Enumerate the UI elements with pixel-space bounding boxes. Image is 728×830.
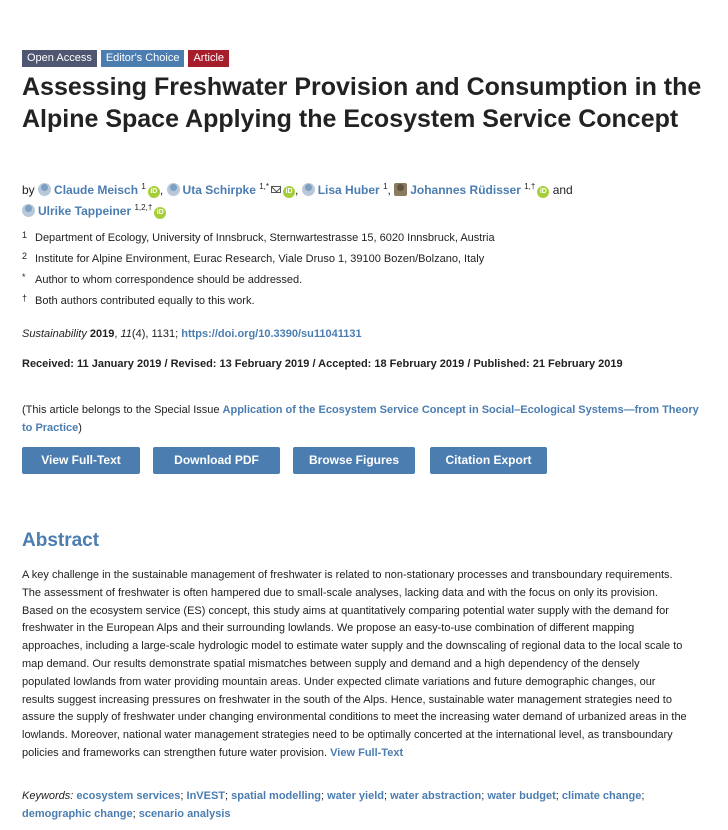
affiliation-item [22,291,495,312]
author-affiliation-mark: 1,* [259,182,270,191]
author-affiliation-mark: 1,2,† [134,203,153,212]
keywords: Keywords: ecosystem services; InVEST; spatial modelling; water yield; water abstraction; water budget; climate change; demographic change; scenario analysis [22,790,645,820]
affiliation-mark: * [22,272,26,282]
keyword-link[interactable]: climate change [561,790,642,802]
author-link[interactable]: Ulrike Tappeiner [38,204,132,218]
citation-export-button[interactable]: Citation Export [430,447,547,474]
author-avatar-icon [167,183,180,196]
author-link[interactable]: Claude Meisch [54,183,139,197]
abstract-full-text-link[interactable]: View Full-Text [330,746,404,759]
orcid-icon[interactable]: iD [283,186,295,198]
affiliation-item [22,270,495,291]
special-issue-link[interactable]: Application of the Ecosystem Service Concept in Social–Ecological Systems—from Theory to Practice [22,404,699,434]
open-access-badge[interactable]: Open Access [22,50,97,67]
email-icon[interactable] [271,186,281,193]
article-type-badge: Article [188,50,229,67]
abstract-heading: Abstract [22,530,100,551]
keywords-label: Keywords: [22,790,74,802]
view-full-text-button[interactable]: View Full-Text [22,447,140,474]
browse-figures-button[interactable]: Browse Figures [293,447,415,474]
keyword-link[interactable]: spatial modelling [231,790,322,802]
author-affiliation-mark: 1 [141,182,146,191]
keyword-link[interactable]: water yield [327,790,384,802]
author-photo-icon [394,183,407,196]
author-link[interactable]: Uta Schirpke [182,183,256,197]
abstract-text: A key challenge in the sustainable management of freshwater is related to non-stationary processes and transboundary requirements. The assessment of freshwater is often hampered due to small-scale analyses, lacking data and with the focus on only its provision. Based on the ecosystem service (ES) concept, this study aims at quantitatively comparing potential water supply with the demand for freshwater in the European Alps and their surrounding lowlands. We propose an easy-to-use combination of different mapping approaches, including a large-scale hydrologic model to estimate water supply and the downscaling of regional data to the local scale to map demand. Our results demonstrate spatial mismatches between supply and demand and a high dependency of the densely populated lowlands from water providing mountain areas. Under expected climate variations and future demographic changes, our results suggest increasing pressures on freshwater in the south of the Alps. Hence, sustainable water management strategies need to assure the supply of freshwater under changing environmental conditions to meet the increasing water demand of urbanized areas in the lowlands. Moreover, national water management strategies need to be optimally concerted at the international level, as transboundary policies and frameworks can strengthen future water provision. [22,569,687,759]
abstract-body [22,567,690,763]
orcid-icon[interactable]: iD [154,207,166,219]
by-label: by [22,183,35,197]
keyword-link[interactable]: ecosystem services [76,790,181,802]
affiliation-mark: 1 [22,230,28,240]
keyword-link[interactable]: water budget [487,790,556,802]
author-list: by Claude Meisch $^1$iD , Uta Schirpke $^{1,*}$iD , Lisa Huber $^1$, Johannes Rüdisser $^{1,\dagger}$iD and Ulrike Tappeiner $^{1,2,\dagger}$iD [22,182,573,218]
orcid-icon[interactable]: iD [537,186,549,198]
badges [22,50,229,67]
editors-choice-badge[interactable]: Editor's Choice [101,50,185,67]
citation-line: Sustainability 2019, 11(4), 1131; https://doi.org/10.3390/su11041131 [22,328,362,340]
author-affiliation-mark: 1 [383,182,388,191]
orcid-icon[interactable]: iD [148,186,160,198]
keyword-link[interactable]: demographic change [22,808,133,820]
author-avatar-icon [38,183,51,196]
keyword-link[interactable]: scenario analysis [138,808,231,820]
download-pdf-button[interactable]: Download PDF [153,447,280,474]
affiliation-text: Department of Ecology, University of Innsbruck, Sternwartestrasse 15, 6020 Innsbruck, Austria [35,232,495,244]
and-label: and [552,183,573,197]
journal-name: Sustainability [22,328,87,340]
publication-dates: Received: 11 January 2019 / Revised: 13 February 2019 / Accepted: 18 February 2019 / Published: 21 February 2019 [22,358,623,370]
special-issue-prefix: (This article belongs to the Special Issue [22,404,223,416]
affiliation-item [22,228,495,249]
article-title: Assessing Freshwater Provision and Consumption in the Alpine Space Applying the Ecosystem Service Concept [22,73,702,133]
affiliation-mark: † [22,293,28,303]
citation-issue-pages: (4), 1131; [131,328,182,340]
doi-link[interactable]: https://doi.org/10.3390/su11041131 [181,328,362,340]
affiliation-text: Institute for Alpine Environment, Eurac Research, Viale Druso 1, 39100 Bozen/Bolzano, Italy [35,253,485,265]
affiliation-mark: 2 [22,251,28,261]
keyword-link[interactable]: water abstraction [390,790,482,802]
author-avatar-icon [22,204,35,217]
author-link[interactable]: Lisa Huber [317,183,380,197]
special-issue-suffix: ) [78,422,82,434]
citation-year: 2019 [89,328,115,340]
special-issue-note [22,401,702,437]
affiliation-item [22,249,495,270]
author-affiliation-mark: 1,† [524,182,536,191]
affiliation-text: Both authors contributed equally to this work. [35,295,255,307]
author-link[interactable]: Johannes Rüdisser [410,183,521,197]
keyword-link[interactable]: InVEST [186,790,226,802]
affiliation-text: Author to whom correspondence should be addressed. [35,274,303,286]
affiliations [22,228,495,312]
author-avatar-icon [302,183,315,196]
citation-volume: 11 [120,328,132,340]
